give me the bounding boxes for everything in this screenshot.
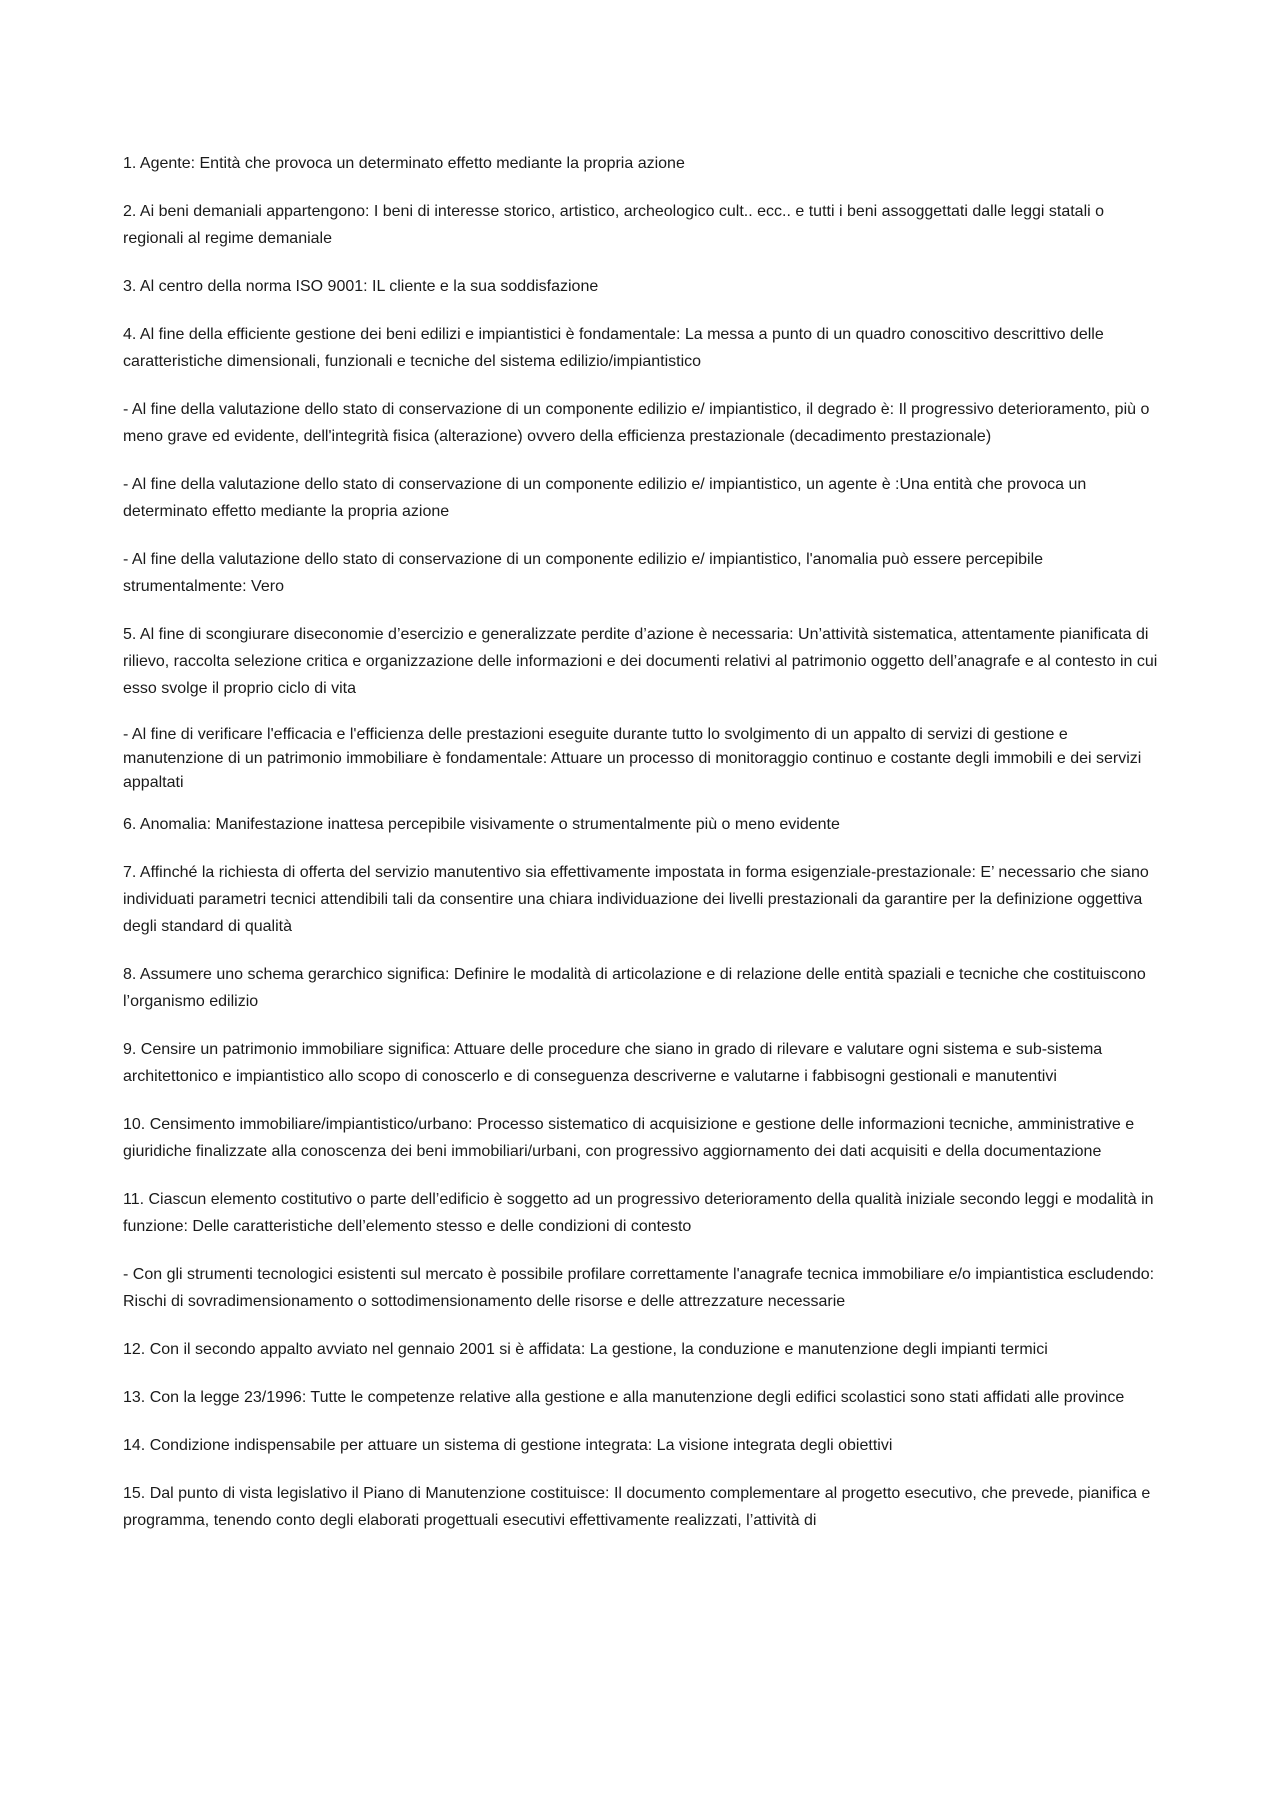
paragraph: 12. Con il secondo appalto avviato nel gennaio 2001 si è affidata: La gestione, la conduzione e manutenzione degli impianti termici xyxy=(123,1341,1048,1358)
paragraph: - Con gli strumenti tecnologici esistenti sul mercato è possibile profilare correttamente l'anagrafe tecnica immobiliare e/o impiantistica escludendo: Rischi di sovradimensionamento o sottodimensionamento delle risorse e delle attrezzature necessarie xyxy=(123,1266,1155,1310)
paragraph: 1. Agente: Entità che provoca un determinato effetto mediante la propria azione xyxy=(123,155,685,172)
paragraph: 7. Affinché la richiesta di offerta del servizio manutentivo sia effettivamente impostata in forma esigenziale-prestazionale: E’ necessario che siano individuati parametri tecnici attendibili tali da consentire una chiara individuazione dei livelli prestazionali da garantire per la definizione oggettiva degli standard di qualità xyxy=(123,864,1149,935)
paragraph: - Al fine della valutazione dello stato di conservazione di un componente edilizio e/ impiantistico, l'anomalia può essere percepibile strumentalmente: Vero xyxy=(123,551,1044,595)
paragraph: 3. Al centro della norma ISO 9001: IL cliente e la sua soddisfazione xyxy=(123,278,599,295)
paragraph: 11. Ciascun elemento costitutivo o parte dell’edificio è soggetto ad un progressivo deterioramento della qualità iniziale secondo leggi e modalità in funzione: Delle caratteristiche dell’elemento stesso e delle condizioni di contesto xyxy=(123,1191,1154,1235)
paragraph: 5. Al fine di scongiurare diseconomie d’esercizio e generalizzate perdite d’azione è necessaria: Un’attività sistematica, attentamente pianificata di rilievo, raccolta selezione critica e organizzazione delle informazioni e dei documenti relativi al patrimonio oggetto dell’anagrafe e al contesto in cui esso svolge il proprio ciclo di vita xyxy=(123,626,1158,697)
paragraph: 15. Dal punto di vista legislativo il Piano di Manutenzione costituisce: Il documento complementare al progetto esecutivo, che prevede, pianifica e programma, tenendo conto degli elaborati progettuali esecutivi effettivamente realizzati, l’attività di xyxy=(123,1485,1151,1529)
paragraph: 14. Condizione indispensabile per attuare un sistema di gestione integrata: La visione integrata degli obiettivi xyxy=(123,1437,893,1454)
paragraph: - Al fine di verificare l'efficacia e l'efficienza delle prestazioni eseguite durante tutto lo svolgimento di un appalto di servizi di gestione e manutenzione di un patrimonio immobiliare è fondamentale: Attuare un processo di monitoraggio continuo e costante degli immobili e dei servizi appaltati xyxy=(123,726,1142,791)
paragraph: 6. Anomalia: Manifestazione inattesa percepibile visivamente o strumentalmente più o meno evidente xyxy=(123,816,840,833)
paragraph: 8. Assumere uno schema gerarchico significa: Definire le modalità di articolazione e di relazione delle entità spaziali e tecniche che costituiscono l’organismo edilizio xyxy=(123,966,1146,1010)
paragraph: 2. Ai beni demaniali appartengono: I beni di interesse storico, artistico, archeologico cult.. ecc.. e tutti i beni assoggettati dalle leggi statali o regionali al regime demaniale xyxy=(123,203,1105,247)
paragraph: - Al fine della valutazione dello stato di conservazione di un componente edilizio e/ impiantistico, un agente è :Una entità che provoca un determinato effetto mediante la propria azione xyxy=(123,476,1087,520)
paragraph: 10. Censimento immobiliare/impiantistico/urbano: Processo sistematico di acquisizione e gestione delle informazioni tecniche, amministrative e giuridiche finalizzate alla conoscenza dei beni immobiliari/urbani, con progressivo aggiornamento dei dati acquisiti e della documentazione xyxy=(123,1116,1135,1160)
document-page xyxy=(123,150,1168,1555)
paragraph: 13. Con la legge 23/1996: Tutte le competenze relative alla gestione e alla manutenzione degli edifici scolastici sono stati affidati alle province xyxy=(123,1389,1125,1406)
paragraph: 9. Censire un patrimonio immobiliare significa: Attuare delle procedure che siano in grado di rilevare e valutare ogni sistema e sub-sistema architettonico e impiantistico allo scopo di conoscerlo e di conseguenza descriverne e valutarne i fabbisogni gestionali e manutentivi xyxy=(123,1041,1103,1085)
paragraph: - Al fine della valutazione dello stato di conservazione di un componente edilizio e/ impiantistico, il degrado è: Il progressivo deterioramento, più o meno grave ed evidente, dell'integrità fisica (alterazione) ovvero della efficienza prestazionale (decadimento prestazionale) xyxy=(123,401,1150,445)
paragraph: 4. Al fine della efficiente gestione dei beni edilizi e impiantistici è fondamentale: La messa a punto di un quadro conoscitivo descrittivo delle caratteristiche dimensionali, funzionali e tecniche del sistema edilizio/impiantistico xyxy=(123,326,1104,370)
